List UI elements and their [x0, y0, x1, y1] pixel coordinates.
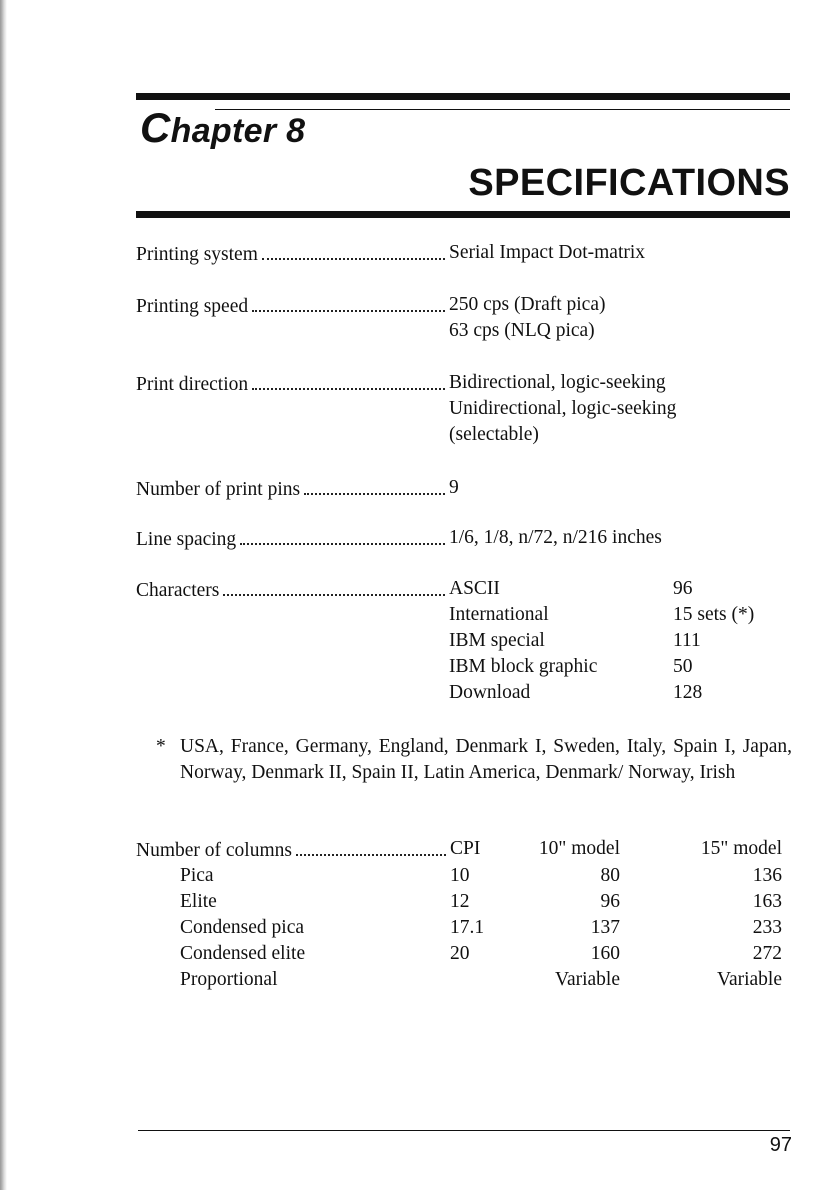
spec-label-printing-speed: Printing speed [136, 292, 447, 320]
character-set-count: 128 [673, 682, 703, 703]
spec-label-print-direction: Print direction [136, 370, 447, 398]
header-rule-bottom [136, 211, 790, 218]
columns-row-cpi: 20 [450, 943, 470, 964]
character-set-name: ASCII [449, 578, 500, 599]
columns-row-15-model: Variable [717, 969, 782, 990]
character-set-name: IBM special [449, 630, 545, 651]
spec-value-printing-speed-draft: 250 cps (Draft pica) [449, 294, 606, 315]
columns-row-10-model: 137 [590, 917, 620, 938]
columns-header-cpi: CPI [450, 838, 481, 859]
columns-row-name: Condensed elite [180, 943, 306, 964]
spec-value-print-direction-3: (selectable) [449, 424, 539, 445]
columns-row-15-model: 272 [752, 943, 782, 964]
spec-label-line-spacing: Line spacing [136, 525, 447, 553]
header-rule-top [136, 93, 790, 100]
columns-header-15-model: 15" model [700, 838, 782, 859]
spec-label-characters: Characters [136, 576, 447, 604]
footer-rule [138, 1130, 790, 1131]
spec-value-print-direction-2: Unidirectional, logic-seeking [449, 398, 677, 419]
columns-row-cpi: 17.1 [450, 917, 485, 938]
columns-row-10-model: Variable [555, 969, 620, 990]
chapter-heading: Chapter 8 [140, 104, 306, 151]
columns-row-10-model: 96 [600, 891, 620, 912]
spec-label-printing-system: Printing system [136, 240, 447, 268]
columns-row-10-model: 80 [600, 865, 620, 886]
character-set-name: IBM block graphic [449, 656, 598, 677]
columns-header-10-model: 10" model [538, 838, 620, 859]
columns-row-10-model: 160 [590, 943, 620, 964]
character-set-count: 15 sets (*) [673, 604, 755, 625]
columns-row-cpi: 12 [450, 891, 470, 912]
page-number: 97 [769, 1134, 792, 1156]
spec-label-print-pins: Number of print pins [136, 475, 447, 503]
columns-row-15-model: 136 [752, 865, 782, 886]
spec-value-printing-system: Serial Impact Dot-matrix [449, 242, 646, 263]
columns-row-15-model: 163 [752, 891, 782, 912]
character-set-name: Download [449, 682, 531, 703]
footnote-international-sets: USA, France, Germany, England, Denmark I, Sweden, Italy, Spain I, Japan, Norway, Denmark II, Spain II, Latin America, Denmark/ Norway, Irish [180, 736, 792, 783]
character-set-count: 50 [673, 656, 693, 677]
spec-value-print-direction-1: Bidirectional, logic-seeking [449, 372, 666, 393]
columns-row-name: Elite [180, 891, 217, 912]
character-set-name: International [449, 604, 549, 625]
columns-row-name: Pica [180, 865, 214, 886]
spec-value-printing-speed-nlq: 63 cps (NLQ pica) [449, 320, 595, 341]
columns-row-15-model: 233 [752, 917, 782, 938]
spec-value-print-pins: 9 [449, 477, 459, 498]
page-title: SPECIFICATIONS [468, 162, 790, 204]
columns-row-name: Condensed pica [180, 917, 305, 938]
footnote-asterisk: * [156, 736, 166, 757]
character-set-count: 96 [673, 578, 693, 599]
columns-row-cpi: 10 [450, 865, 470, 886]
spec-value-line-spacing: 1/6, 1/8, n/72, n/216 inches [449, 527, 662, 548]
scan-edge-shadow [0, 0, 7, 1190]
columns-row-name: Proportional [180, 969, 278, 990]
spec-label-number-of-columns: Number of columns [136, 836, 448, 864]
character-set-count: 111 [673, 630, 701, 651]
